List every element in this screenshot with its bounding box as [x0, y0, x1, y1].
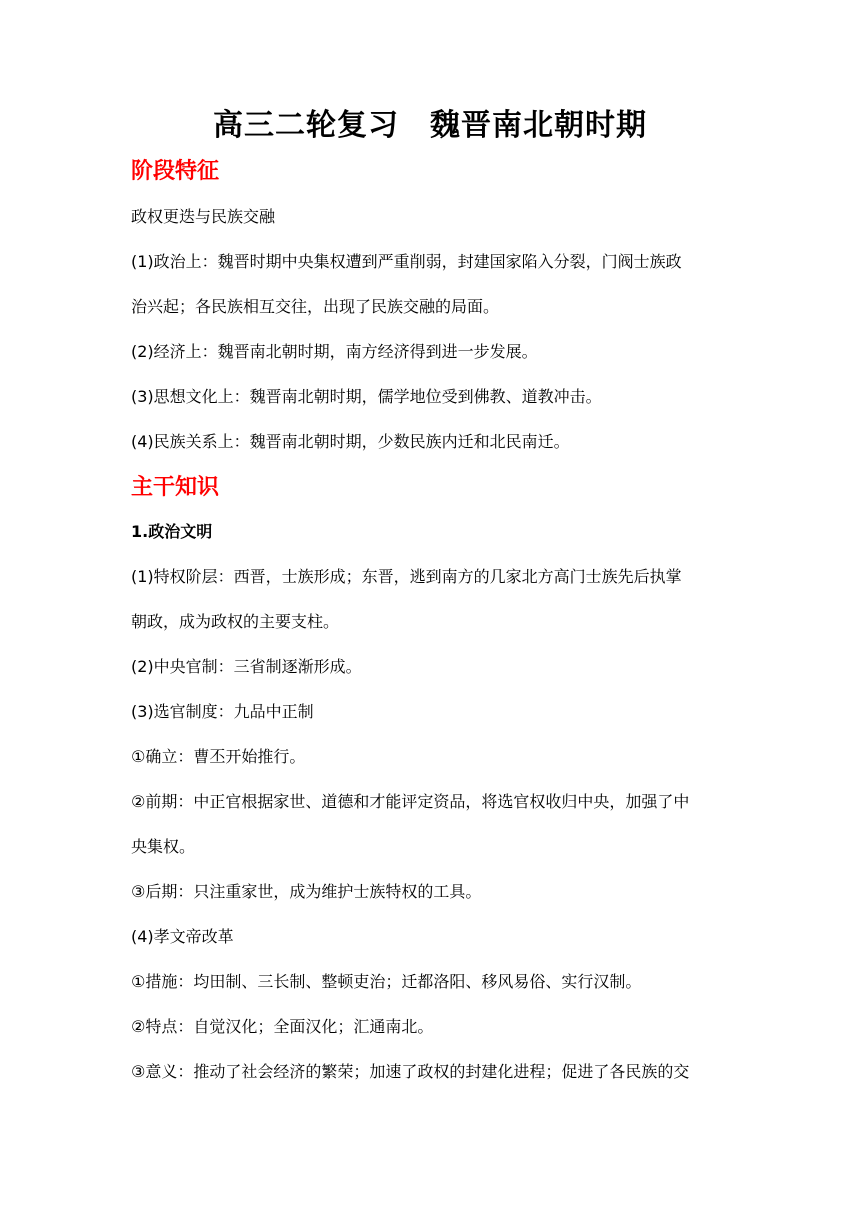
- paragraph-line: (3)选官制度：九品中正制: [131, 702, 314, 721]
- paragraph-line: 治兴起；各民族相互交往，出现了民族交融的局面。: [131, 297, 500, 316]
- paragraph-line: ③后期：只注重家世，成为维护士族特权的工具。: [131, 882, 482, 901]
- section-heading-main-knowledge: 主干知识: [131, 475, 220, 500]
- paragraph-line: (3)思想文化上：魏晋南北朝时期，儒学地位受到佛教、道教冲击。: [131, 387, 602, 406]
- paragraph-line: ②前期：中正官根据家世、道德和才能评定资品，将选官权收归中央，加强了中: [131, 792, 690, 811]
- paragraph-line: ①确立：曹丕开始推行。: [131, 747, 306, 766]
- paragraph-line: (4)民族关系上：魏晋南北朝时期，少数民族内迁和北民南迁。: [131, 432, 570, 451]
- document-title: 高三二轮复习 魏晋南北朝时期: [213, 108, 647, 143]
- section-heading-stage-features: 阶段特征: [131, 159, 220, 184]
- paragraph-line: (2)经济上：魏晋南北朝时期，南方经济得到进一步发展。: [131, 342, 538, 361]
- paragraph-line: (2)中央官制：三省制逐渐形成。: [131, 657, 362, 676]
- paragraph-line: ③意义：推动了社会经济的繁荣；加速了政权的封建化进程；促进了各民族的交: [131, 1062, 690, 1081]
- paragraph-line: ①措施：均田制、三长制、整顿吏治；迁都洛阳、移风易俗、实行汉制。: [131, 972, 642, 991]
- paragraph-line: 朝政，成为政权的主要支柱。: [131, 612, 340, 631]
- paragraph-line: 央集权。: [131, 837, 196, 856]
- paragraph-line: (1)特权阶层：西晋，士族形成；东晋，逃到南方的几家北方高门士族先后执掌: [131, 567, 682, 586]
- paragraph-line: (4)孝文帝改革: [131, 927, 234, 946]
- paragraph-line: ②特点：自觉汉化；全面汉化；汇通南北。: [131, 1017, 434, 1036]
- paragraph-line: (1)政治上：魏晋时期中央集权遭到严重削弱，封建国家陷入分裂，门阀士族政: [131, 252, 682, 271]
- paragraph-line: 政权更迭与民族交融: [131, 207, 276, 226]
- subheading-political-civilization: 1.政治文明: [131, 522, 213, 541]
